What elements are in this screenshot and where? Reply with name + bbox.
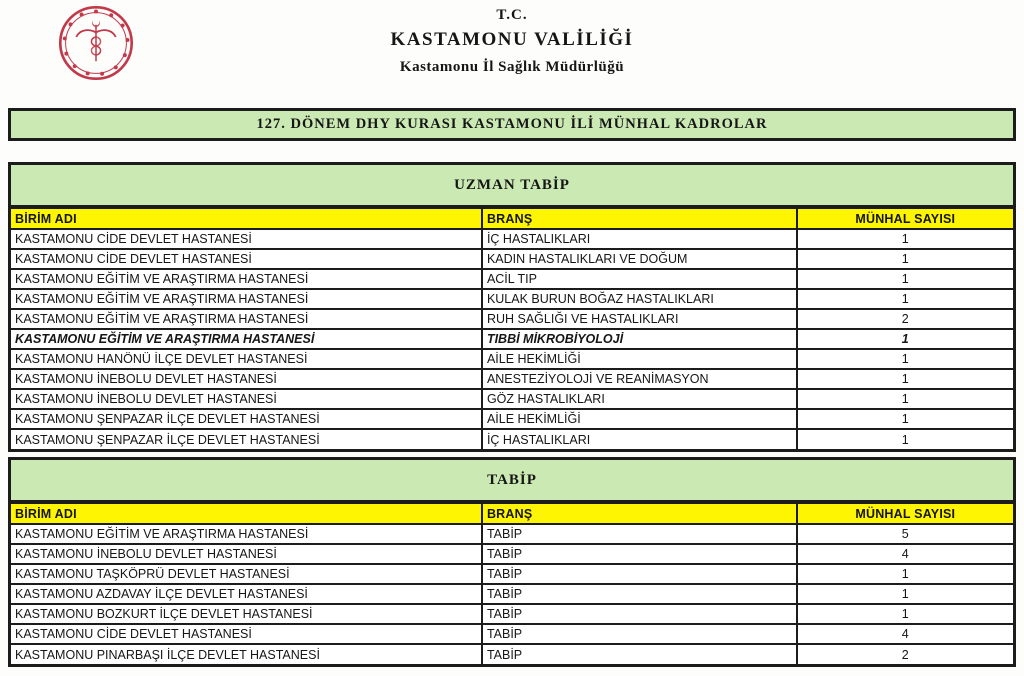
section-title-tabip: TABİP [11,460,1013,502]
cell-brans: İÇ HASTALIKLARI [482,229,797,249]
cell-munhal-sayisi: 1 [797,564,1013,584]
cell-munhal-sayisi: 1 [797,289,1013,309]
cell-munhal-sayisi: 5 [797,524,1013,544]
cell-birim-adi: KASTAMONU EĞİTİM VE ARAŞTIRMA HASTANESİ [11,329,482,349]
table-row [11,524,1013,544]
cell-brans: TABİP [482,604,797,624]
table-row [11,269,1013,289]
cell-birim-adi: KASTAMONU ŞENPAZAR İLÇE DEVLET HASTANESİ [11,409,482,429]
cell-birim-adi: KASTAMONU HANÖNÜ İLÇE DEVLET HASTANESİ [11,349,482,369]
cell-birim-adi: KASTAMONU EĞİTİM VE ARAŞTIRMA HASTANESİ [11,524,482,544]
table-row [11,429,1013,449]
cell-munhal-sayisi: 2 [797,644,1013,664]
cell-brans: KADIN HASTALIKLARI VE DOĞUM [482,249,797,269]
cell-brans: KULAK BURUN BOĞAZ HASTALIKLARI [482,289,797,309]
cell-birim-adi: KASTAMONU TAŞKÖPRÜ DEVLET HASTANESİ [11,564,482,584]
cell-brans: RUH SAĞLIĞI VE HASTALIKLARI [482,309,797,329]
cell-birim-adi: KASTAMONU CİDE DEVLET HASTANESİ [11,249,482,269]
letterhead-tc: T.C. [496,7,528,23]
cell-munhal-sayisi: 2 [797,309,1013,329]
table-row [11,644,1013,664]
cell-birim-adi: KASTAMONU İNEBOLU DEVLET HASTANESİ [11,544,482,564]
table-row [11,329,1013,349]
column-header-munhal-sayisi: MÜNHAL SAYISI [797,208,1013,229]
cell-munhal-sayisi: 4 [797,544,1013,564]
cell-brans: TABİP [482,624,797,644]
cell-brans: İÇ HASTALIKLARI [482,429,797,449]
cell-brans: TABİP [482,524,797,544]
cell-munhal-sayisi: 1 [797,389,1013,409]
cell-birim-adi: KASTAMONU EĞİTİM VE ARAŞTIRMA HASTANESİ [11,289,482,309]
uzman-tabip-table [11,207,1013,449]
cell-birim-adi: KASTAMONU BOZKURT İLÇE DEVLET HASTANESİ [11,604,482,624]
cell-birim-adi: KASTAMONU ŞENPAZAR İLÇE DEVLET HASTANESİ [11,429,482,449]
cell-birim-adi: KASTAMONU İNEBOLU DEVLET HASTANESİ [11,389,482,409]
cell-birim-adi: KASTAMONU İNEBOLU DEVLET HASTANESİ [11,369,482,389]
cell-munhal-sayisi: 1 [797,249,1013,269]
table-row [11,389,1013,409]
letterhead-directorate: Kastamonu İl Sağlık Müdürlüğü [399,59,625,75]
cell-munhal-sayisi: 1 [797,329,1013,349]
table-row [11,584,1013,604]
cell-birim-adi: KASTAMONU EĞİTİM VE ARAŞTIRMA HASTANESİ [11,269,482,289]
table-row [11,369,1013,389]
cell-birim-adi: KASTAMONU AZDAVAY İLÇE DEVLET HASTANESİ [11,584,482,604]
column-header-row [11,208,1013,229]
cell-brans: TIBBİ MİKROBİYOLOJİ [482,329,797,349]
cell-birim-adi: KASTAMONU CİDE DEVLET HASTANESİ [11,229,482,249]
table-row [11,624,1013,644]
cell-brans: TABİP [482,544,797,564]
cell-brans: TABİP [482,584,797,604]
cell-brans: GÖZ HASTALIKLARI [482,389,797,409]
cell-birim-adi: KASTAMONU CİDE DEVLET HASTANESİ [11,624,482,644]
column-header-brans: BRANŞ [482,208,797,229]
column-header-birim-adi: BİRİM ADI [11,208,482,229]
column-header-munhal-sayisi: MÜNHAL SAYISI [797,503,1013,524]
cell-birim-adi: KASTAMONU EĞİTİM VE ARAŞTIRMA HASTANESİ [11,309,482,329]
letterhead-governorship: KASTAMONU VALİLİĞİ [390,29,634,50]
column-header-birim-adi: BİRİM ADI [11,503,482,524]
cell-munhal-sayisi: 1 [797,269,1013,289]
cell-brans: TABİP [482,644,797,664]
cell-munhal-sayisi: 1 [797,409,1013,429]
cell-munhal-sayisi: 1 [797,604,1013,624]
table-row [11,604,1013,624]
cell-munhal-sayisi: 1 [797,229,1013,249]
table-row [11,544,1013,564]
cell-munhal-sayisi: 1 [797,369,1013,389]
cell-munhal-sayisi: 4 [797,624,1013,644]
cell-brans: AİLE HEKİMLİĞİ [482,409,797,429]
table-row [11,564,1013,584]
table-row [11,229,1013,249]
section-title-uzman-tabip: UZMAN TABİP [11,165,1013,207]
table-row [11,409,1013,429]
table-row [11,309,1013,329]
section-uzman-tabip [8,162,1016,452]
table-row [11,249,1013,269]
cell-birim-adi: KASTAMONU PINARBAŞI İLÇE DEVLET HASTANESİ [11,644,482,664]
cell-brans: AİLE HEKİMLİĞİ [482,349,797,369]
column-header-row [11,503,1013,524]
column-header-brans: BRANŞ [482,503,797,524]
cell-brans: ACİL TIP [482,269,797,289]
section-tabip [8,457,1016,667]
health-ministry-seal-icon [58,5,134,81]
cell-munhal-sayisi: 1 [797,584,1013,604]
document-title-bar: 127. DÖNEM DHY KURASI KASTAMONU İLİ MÜNHAL KADROLAR [8,108,1016,141]
letterhead-text [0,7,1024,76]
table-row [11,349,1013,369]
cell-munhal-sayisi: 1 [797,429,1013,449]
cell-brans: TABİP [482,564,797,584]
cell-munhal-sayisi: 1 [797,349,1013,369]
table-row [11,289,1013,309]
cell-brans: ANESTEZİYOLOJİ VE REANİMASYON [482,369,797,389]
letterhead [0,0,1024,100]
tabip-table [11,502,1013,664]
